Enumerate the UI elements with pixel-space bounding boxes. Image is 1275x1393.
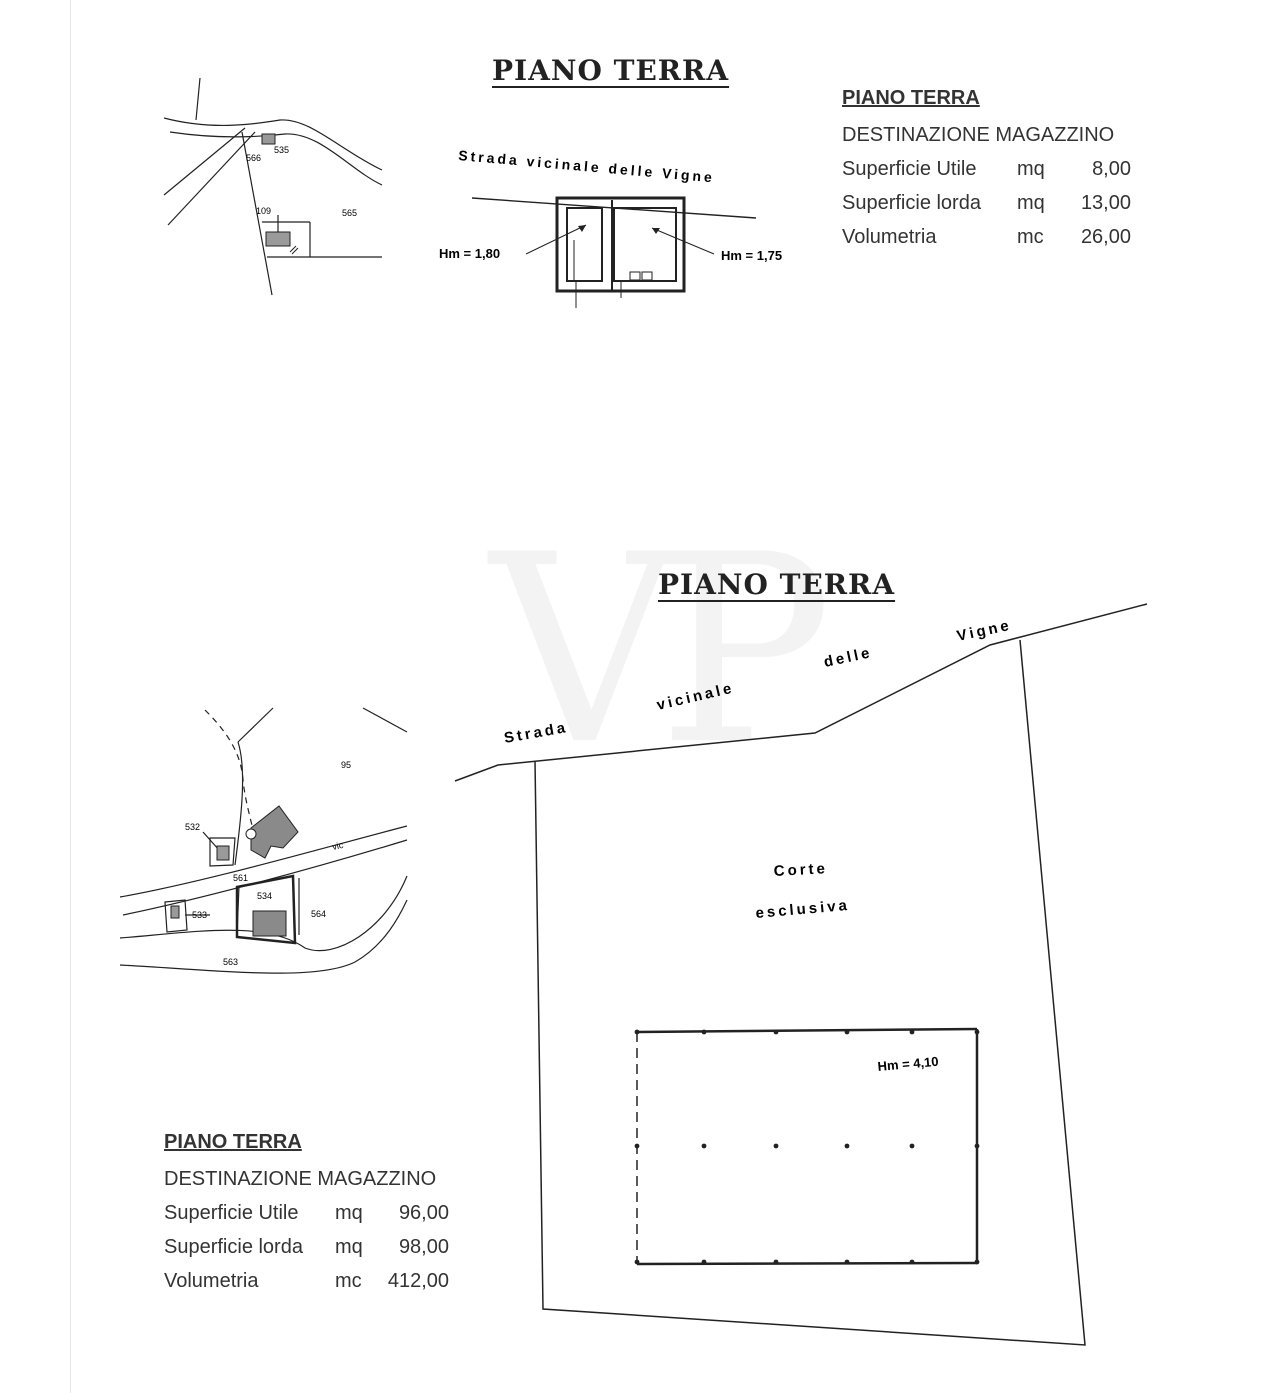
bottom-site-plan [440,595,1160,1355]
hm-label: Hm = 4,10 [876,1053,940,1074]
road-word: Vigne [955,616,1014,645]
warehouse-wall-bottom [637,1263,977,1264]
row-label: Superficie Utile [164,1202,299,1224]
road-word: vicinale [655,679,736,714]
row-unit: mq [335,1236,363,1258]
row-unit: mq [335,1202,363,1224]
bottom-info-destination: DESTINAZIONE MAGAZZINO [164,1168,437,1190]
row-label: Superficie lorda [842,192,981,214]
pillar-dot [635,1030,640,1035]
road-word: Strada [502,718,570,747]
bottom-info-row [164,1264,449,1298]
top-info-heading: PIANO TERRA [842,87,980,109]
pillar-dot [702,1144,707,1149]
hm-left-label: Hm = 1,80 [439,246,501,261]
court-label-line2: esclusiva [754,896,851,922]
row-unit: mq [1017,158,1045,180]
hm-right-label: Hm = 1,75 [721,248,783,263]
row-value: 8,00 [1092,158,1131,180]
row-unit: mc [335,1270,362,1292]
label-561: 561 [233,873,249,883]
court-boundary [535,640,1085,1345]
bottom-info-block [164,1131,449,1298]
road-word: delle [822,644,874,671]
top-info-row [842,220,1131,254]
pillar-dot [774,1030,779,1035]
label-566: 566 [246,153,262,163]
road-edge-lower [170,132,382,185]
bottom-info-row [164,1196,449,1230]
main-house [251,806,298,858]
room-left [567,208,602,281]
label-533: 533 [192,910,208,920]
row-label: Volumetria [164,1270,259,1292]
map-line [363,708,407,732]
top-info-row [842,152,1131,186]
label-563: 563 [223,957,239,967]
page-edge [70,0,72,1393]
court-label-line1: Corte [773,860,829,880]
pillar-dot [975,1260,980,1265]
pillar-dot [774,1260,779,1265]
parcel-534-building [253,911,286,936]
pillar-dot [975,1144,980,1149]
parcel-109-building [266,232,290,246]
well-icon [246,829,256,839]
label-534: 534 [257,891,273,901]
top-floor-plan [430,140,810,315]
pillar-dot [910,1260,915,1265]
pillar-dot [635,1260,640,1265]
label-532: 532 [185,822,201,832]
map-line [168,132,255,225]
road-line [455,604,1147,781]
label-109: 109 [256,206,272,216]
pillar-dot [774,1144,779,1149]
step-box [642,272,652,280]
label-95: 95 [341,760,352,770]
warehouse-wall-top [637,1029,977,1032]
dashed-path [205,710,253,830]
pillar-dot [910,1030,915,1035]
path-edge [235,742,243,865]
room-right [614,208,676,281]
parcel-533-building [171,906,179,918]
pillar-dot [910,1144,915,1149]
bottom-info-row [164,1230,449,1264]
label-vic: vic [331,839,345,852]
parcel-532-building [217,846,229,860]
map-line [238,708,273,742]
top-info-block [842,87,1131,254]
top-title: PIANO TERRA [492,54,730,87]
road-label: Strada vicinale delle Vigne [457,147,716,186]
row-value: 96,00 [398,1202,449,1224]
bottom-cadastral-map [115,700,415,990]
row-label: Superficie lorda [164,1236,303,1258]
top-cadastral-map [150,70,400,310]
stair-icon [290,246,298,254]
row-unit: mq [1017,192,1045,214]
row-value: 13,00 [1080,192,1131,214]
row-value: 98,00 [398,1236,449,1258]
top-info-destination: DESTINAZIONE MAGAZZINO [842,124,1115,146]
label-564: 564 [311,909,327,919]
row-unit: mc [1017,226,1044,248]
map-line [196,78,200,120]
pillar-dot [845,1260,850,1265]
map-line [164,128,245,195]
pillar-dot [635,1144,640,1149]
parcel-535-building [262,134,275,144]
row-value: 26,00 [1080,226,1131,248]
row-label: Superficie Utile [842,158,977,180]
pillar-dot [702,1030,707,1035]
row-label: Volumetria [842,226,937,248]
row-value: 412,00 [387,1270,449,1292]
top-info-row [842,186,1131,220]
step-box [630,272,640,280]
bottom-info-heading: PIANO TERRA [164,1131,302,1153]
bottom-title: PIANO TERRA [658,568,896,601]
pillar-dot [975,1030,980,1035]
pillar-dot [845,1030,850,1035]
label-565: 565 [342,208,358,218]
pillar-dot [702,1260,707,1265]
pillar-dot [845,1144,850,1149]
label-535: 535 [274,145,290,155]
